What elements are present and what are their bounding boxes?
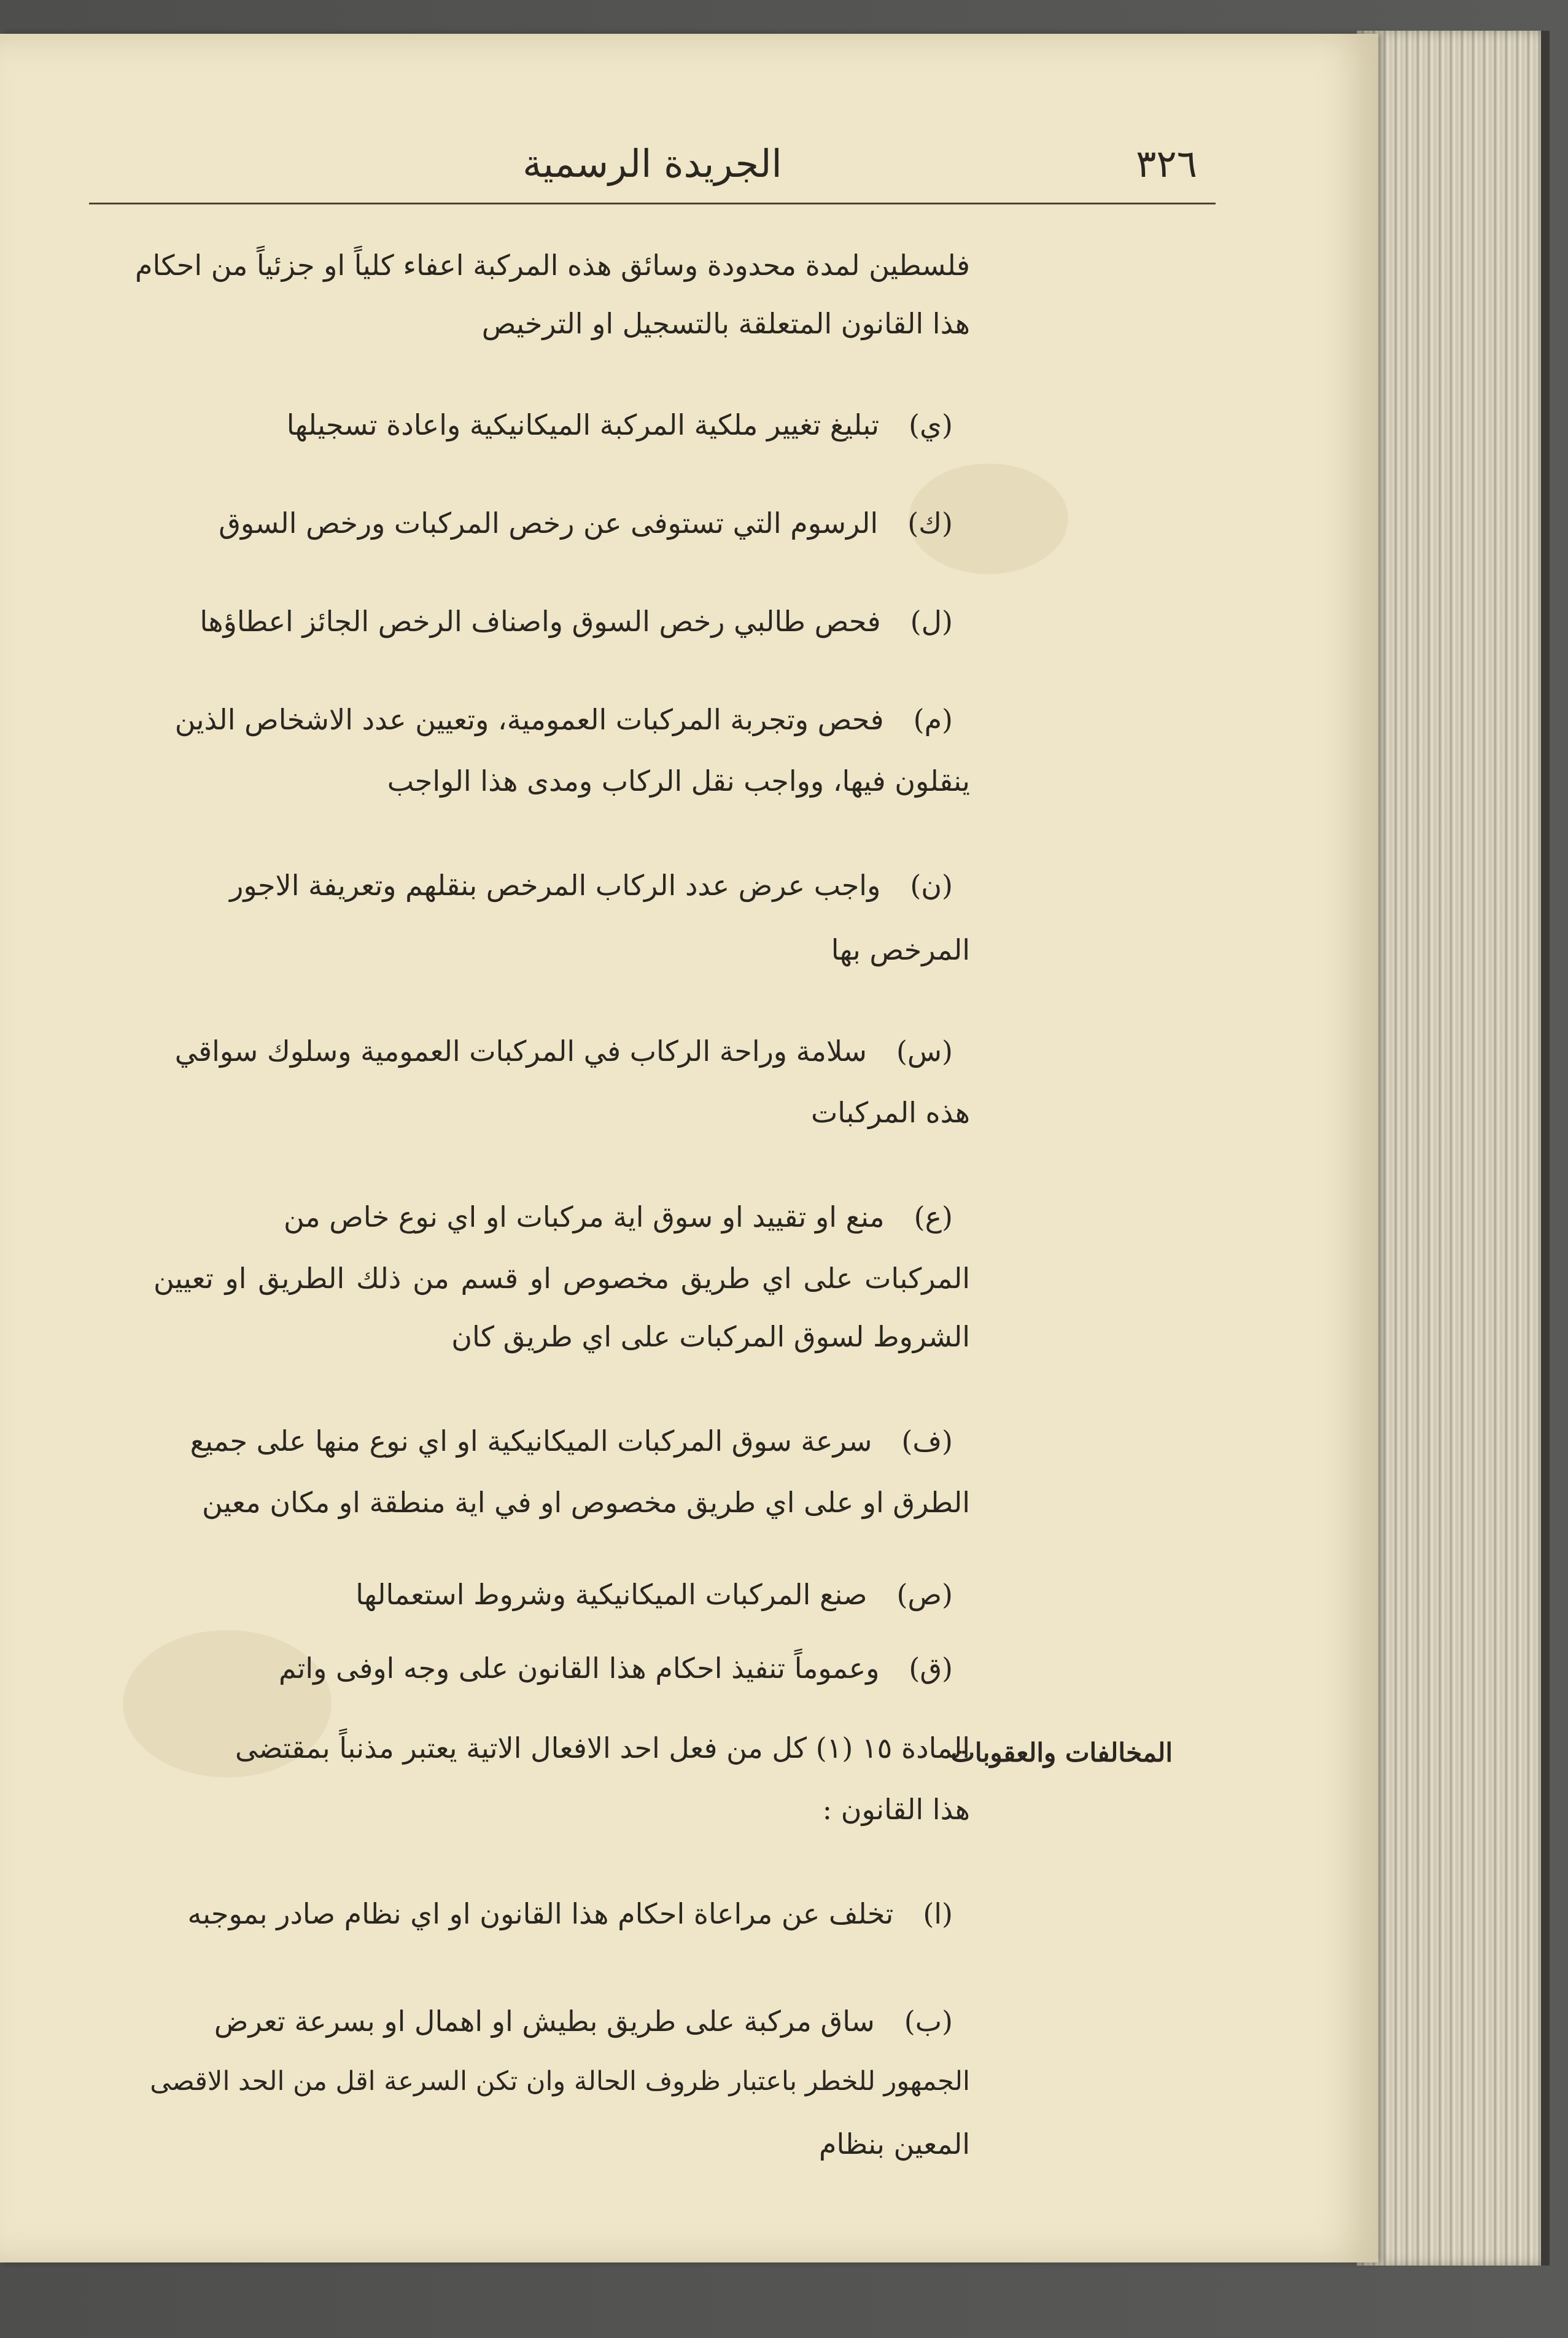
item-text: تبليغ تغيير ملكية المركبة الميكانيكية واعادة تسجيلها — [286, 408, 880, 441]
list-item — [136, 2005, 953, 2038]
list-item — [136, 605, 953, 639]
list-item — [136, 1652, 953, 1685]
text-line: هذه المركبات — [811, 1096, 970, 1129]
item-text: تخلف عن مراعاة احكام هذا القانون او اي نظام صادر بموجبه — [187, 1897, 894, 1930]
list-item — [136, 703, 953, 737]
text-line: هذا القانون المتعلقة بالتسجيل او الترخيص — [481, 307, 970, 340]
text-line: المرخص بها — [831, 933, 970, 966]
item-text: فحص وتجربة المركبات العمومية، وتعيين عدد الاشخاص الذين — [174, 703, 884, 736]
item-marker: (ي) — [909, 408, 953, 441]
list-item — [136, 1200, 953, 1234]
text-line: ينقلون فيها، وواجب نقل الركاب ومدى هذا الواجب — [387, 764, 970, 798]
article-line: هذا القانون : — [822, 1793, 970, 1826]
list-item — [136, 1424, 953, 1458]
text-line: الجمهور للخطر باعتبار ظروف الحالة وان تكن السرعة اقل من الحد الاقصى — [150, 2066, 970, 2097]
item-marker: (ا) — [923, 1897, 953, 1930]
item-marker: (ب) — [904, 2005, 953, 2038]
item-text: فحص طالبي رخص السوق واصناف الرخص الجائز اعطاؤها — [200, 605, 881, 638]
item-text: صنع المركبات الميكانيكية وشروط استعمالها — [355, 1578, 867, 1611]
list-item — [136, 507, 953, 540]
text-line: الشروط لسوق المركبات على اي طريق كان — [451, 1320, 970, 1353]
item-text: سلامة وراحة الركاب في المركبات العمومية وسلوك سواقي — [174, 1035, 867, 1068]
list-item — [136, 1897, 953, 1931]
list-item — [136, 869, 953, 903]
book-page-edges — [1357, 31, 1550, 2266]
page-header — [89, 132, 1216, 204]
item-text: وعموماً تنفيذ احكام هذا القانون على وجه اوفى واتم — [278, 1652, 880, 1685]
list-item — [136, 408, 953, 442]
page-title: الجريدة الرسمية — [522, 141, 782, 186]
item-marker: (ك) — [907, 507, 953, 540]
item-marker: (س) — [896, 1035, 953, 1068]
item-text: الرسوم التي تستوفى عن رخص المركبات ورخص السوق — [219, 507, 879, 540]
text-line: المركبات على اي طريق مخصوص او قسم من ذلك الطريق او تعيين — [153, 1262, 970, 1295]
item-marker: (ص) — [896, 1578, 953, 1611]
list-item — [136, 1035, 953, 1068]
item-text: واجب عرض عدد الركاب المرخص بنقلهم وتعريفة الاجور — [230, 869, 881, 902]
article-line: المادة ١٥ (١) كل من فعل احد الافعال الاتية يعتبر مذنباً بمقتضى — [235, 1731, 970, 1765]
item-marker: (ن) — [910, 869, 953, 902]
item-marker: (ل) — [910, 605, 953, 638]
item-marker: (ق) — [909, 1652, 953, 1685]
item-marker: (ع) — [914, 1200, 953, 1233]
text-line: المعين بنظام — [818, 2127, 970, 2161]
item-text: ساق مركبة على طريق بطيش او اهمال او بسرعة تعرض — [214, 2005, 875, 2038]
item-text: منع او تقييد او سوق اية مركبات او اي نوع خاص من — [283, 1200, 885, 1233]
item-marker: (ف) — [901, 1424, 953, 1458]
item-marker: (م) — [913, 703, 953, 736]
text-line: الطرق او على اي طريق مخصوص او في اية منطقة او مكان معين — [202, 1486, 970, 1519]
list-item — [136, 1578, 953, 1612]
margin-note: المخالفات والعقوبات — [950, 1738, 1173, 1768]
page-number: ٣٢٦ — [1136, 141, 1197, 186]
document-page — [0, 34, 1378, 2262]
text-line: فلسطين لمدة محدودة وسائق هذه المركبة اعفاء كلياً او جزئياً من احكام — [135, 249, 970, 282]
item-text: سرعة سوق المركبات الميكانيكية او اي نوع منها على جميع — [190, 1424, 872, 1458]
